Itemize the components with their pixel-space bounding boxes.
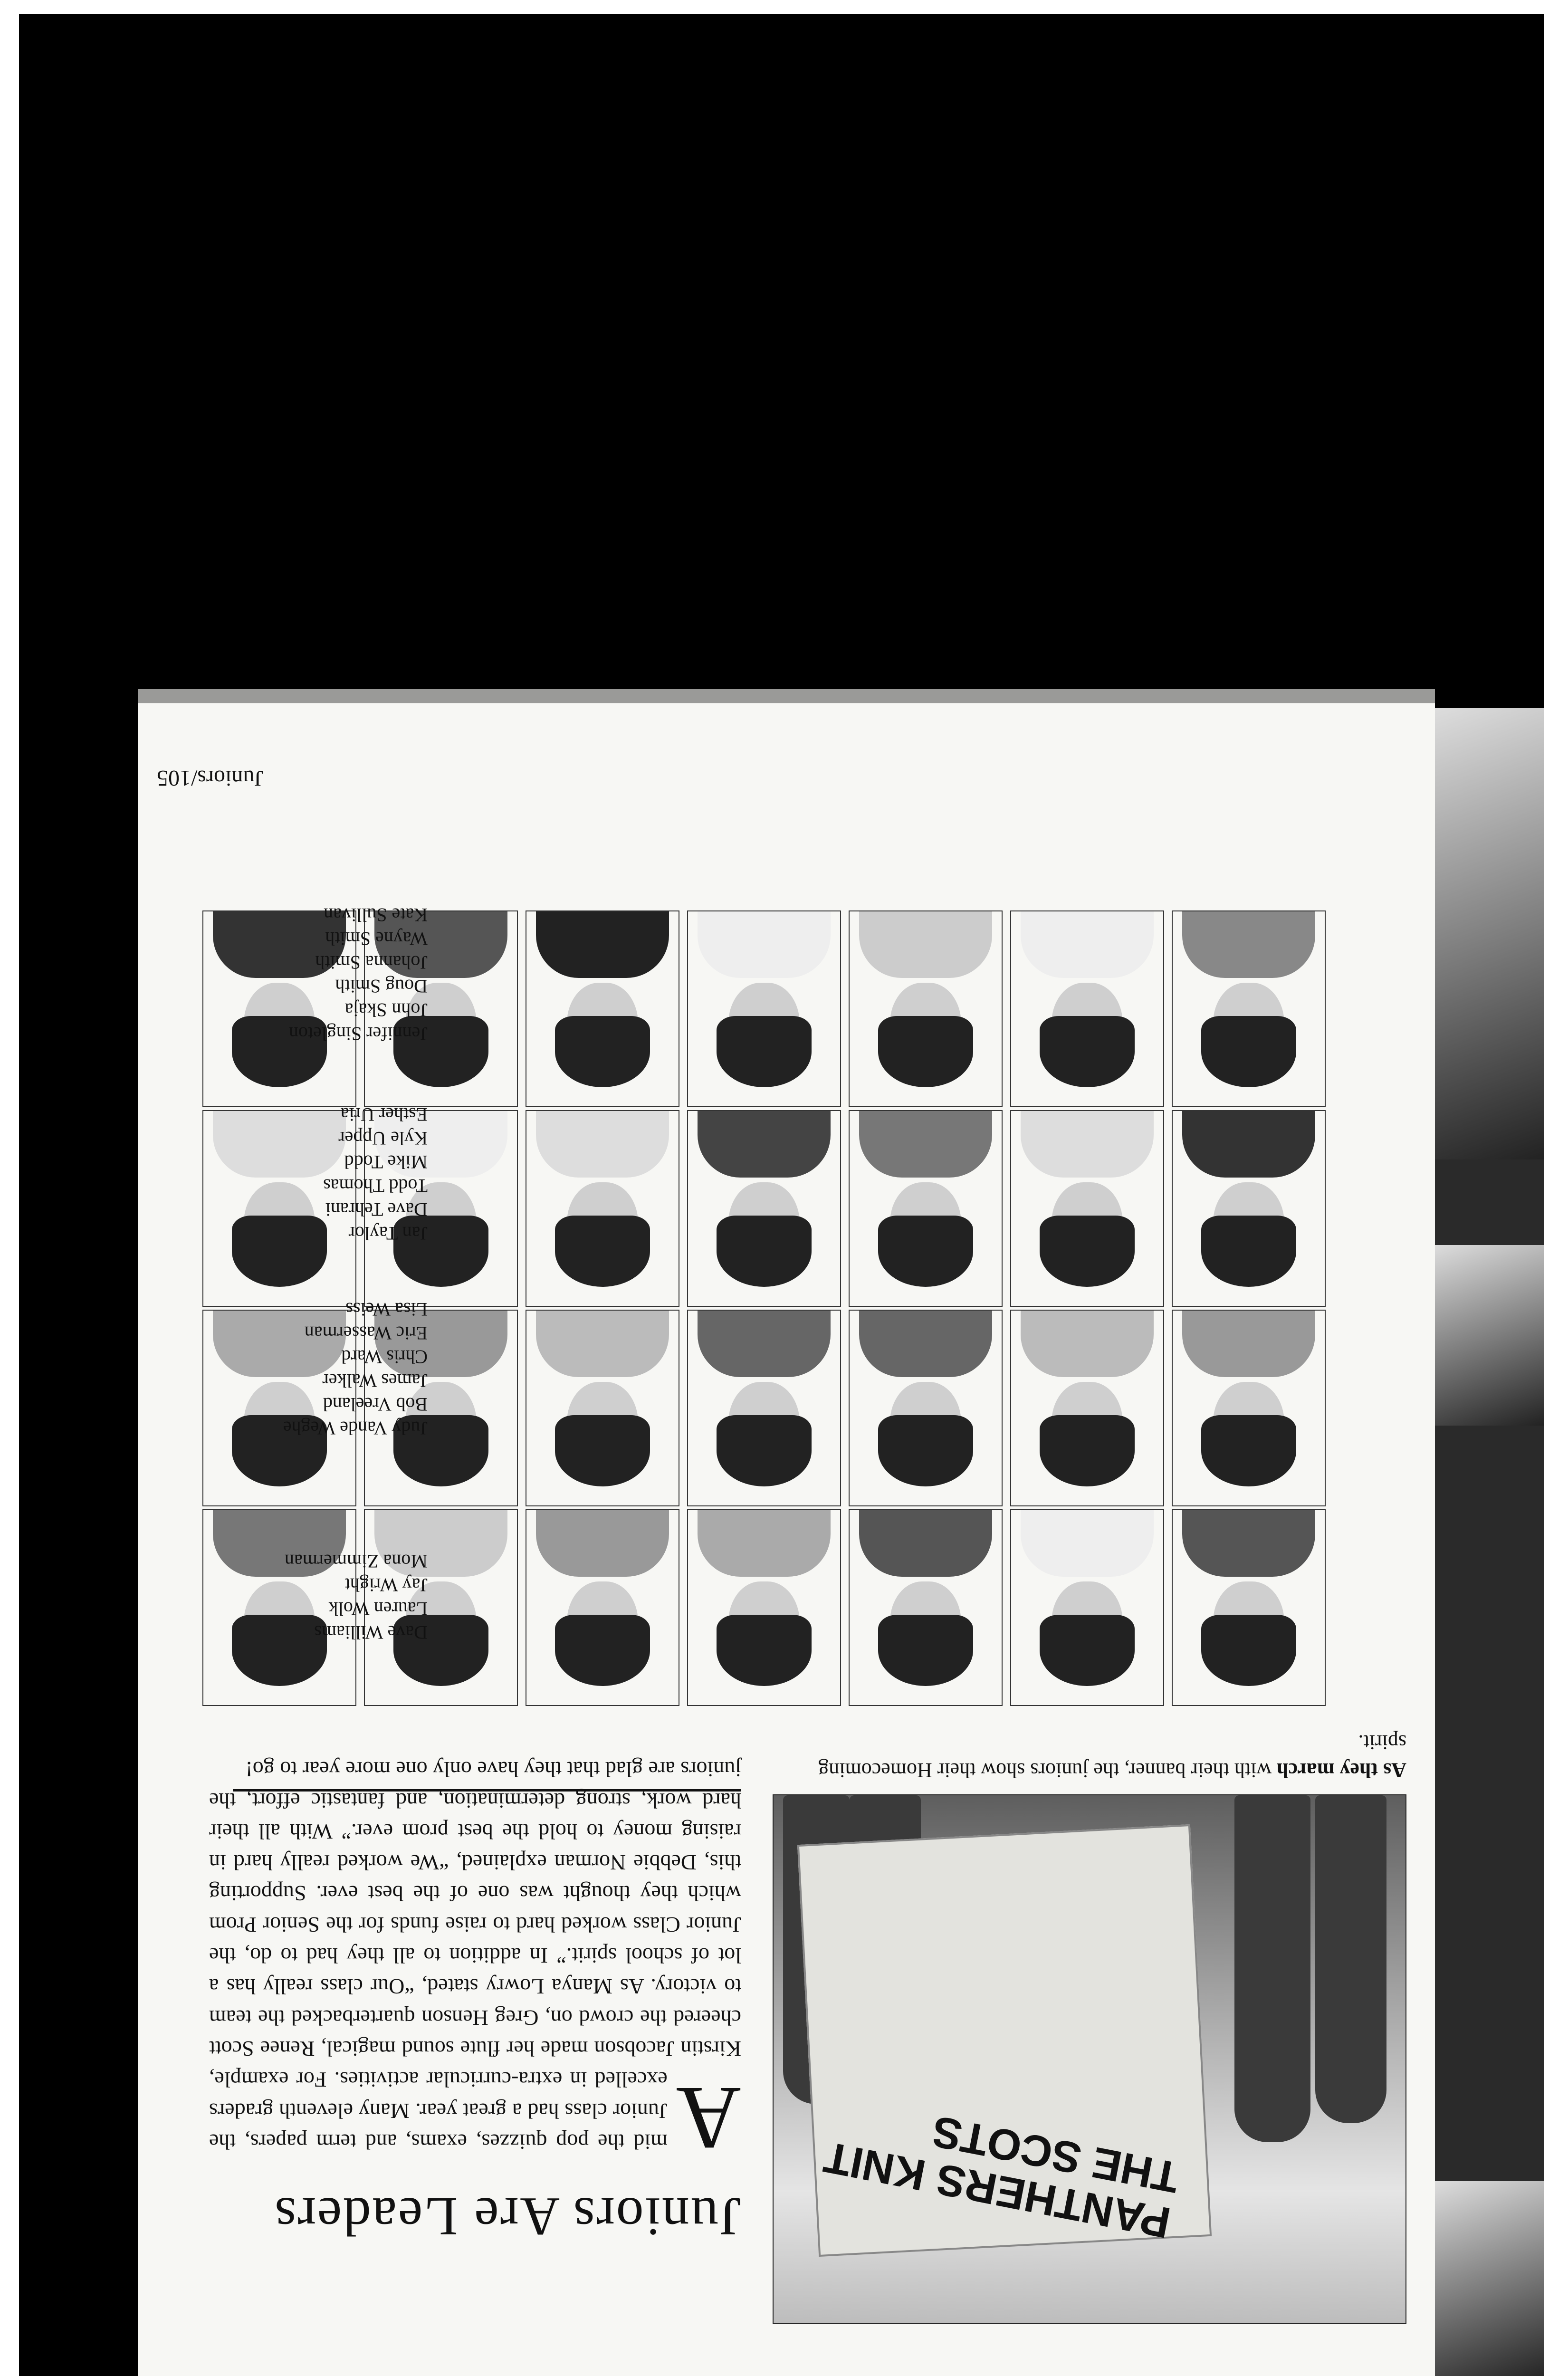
yearbook-spread xyxy=(19,680,1544,2376)
student-figure xyxy=(1234,1795,1310,2142)
roster-names xyxy=(283,1297,428,1440)
student-portrait xyxy=(849,1310,1003,1506)
roster-name: Doug Smith xyxy=(335,976,428,997)
roster-name: Johanna Smith xyxy=(315,952,428,973)
roster-name: Chris Ward xyxy=(341,1346,428,1368)
roster-name: Wayne Smith xyxy=(325,928,428,949)
page-top-edge xyxy=(138,689,1435,703)
caption-text: with their banner, the juniors show their Homecoming spirit. xyxy=(818,1730,1406,1782)
student-portrait xyxy=(1010,1509,1164,1706)
student-portrait xyxy=(687,1509,841,1706)
roster-names xyxy=(289,903,428,1045)
class-banner xyxy=(797,1824,1212,2257)
banner-text: PANTHERS KNIT THE SCOTS xyxy=(820,2107,1183,2247)
student-portrait xyxy=(849,1110,1003,1307)
facing-page-strip xyxy=(1435,708,1544,2376)
drop-cap: A xyxy=(676,2068,741,2168)
student-portrait xyxy=(1010,910,1164,1107)
scan-background xyxy=(19,14,1544,2376)
facing-page-photo xyxy=(1435,2181,1544,2376)
roster-name: Esther Uria xyxy=(340,1104,428,1125)
student-portrait xyxy=(687,1310,841,1506)
roster-name: James Walker xyxy=(322,1370,428,1391)
roster-name: Dave Tehrani xyxy=(325,1199,428,1220)
student-portrait xyxy=(1172,1310,1326,1506)
roster-name: Lisa Weiss xyxy=(345,1299,428,1320)
facing-page-photo xyxy=(1435,708,1544,1159)
student-portrait xyxy=(526,1509,679,1706)
roster-name: Bob Vreeland xyxy=(323,1394,428,1415)
student-portrait xyxy=(526,910,679,1107)
roster-name: Eric Wasserman xyxy=(304,1322,428,1344)
roster-name: Kate Sullivan xyxy=(324,904,428,926)
student-portrait xyxy=(849,910,1003,1107)
page-folio: Juniors/105 xyxy=(157,766,264,791)
student-portrait xyxy=(1010,1110,1164,1307)
roster-name: Jay Wright xyxy=(344,1574,428,1596)
roster-name: Lauren Wolk xyxy=(328,1598,428,1619)
caption-lead: As they march xyxy=(1277,1759,1406,1782)
roster-name: Dave Williams xyxy=(314,1622,428,1643)
photo-caption xyxy=(774,1728,1406,1784)
student-portrait xyxy=(687,1110,841,1307)
student-portrait xyxy=(1172,1509,1326,1706)
roster-name: Jennifer Singleton xyxy=(288,1023,428,1044)
student-portrait xyxy=(687,910,841,1107)
student-portrait xyxy=(1172,1110,1326,1307)
article-body-text: mid the pop quizzes, exams, and term papers, the Junior class had a great year. Many eleventh graders excelled in extra-curricular activities. For example, Kirstin Jacobson made her flute sound magical, Renee Scott cheered the crowd on, Greg Henson quarterbacked the team to victory. As Manya Lowry stated, “Our class really has a lot of school spirit.” In addition to all they had to do, the Junior Class worked hard to raise funds for the Senior Prom which they thought was one of the best ever. Supporting this, Debbie Norman explained, “We worked really hard in raising money to hold the best prom ever.” With all their hard work, strong determination, and fantastic effort, the juniors are glad that they have only one more year to go! xyxy=(209,1757,741,2154)
roster-name: John Skaja xyxy=(344,999,428,1021)
roster-names xyxy=(323,1102,428,1245)
article-body xyxy=(209,1754,741,2168)
roster-name: Kyle Upper xyxy=(338,1128,428,1149)
student-portrait xyxy=(1172,910,1326,1107)
roster-name: Jan Taylor xyxy=(348,1223,428,1244)
roster-names xyxy=(285,1549,428,1644)
article-title: Juniors Are Leaders xyxy=(273,2186,741,2247)
student-portrait xyxy=(1010,1310,1164,1506)
roster-name: Judy Vande Weghe xyxy=(283,1418,428,1439)
roster-name: Mike Todd xyxy=(344,1151,428,1173)
student-portrait xyxy=(526,1310,679,1506)
roster-name: Todd Thomas xyxy=(323,1175,428,1197)
student-portrait xyxy=(849,1509,1003,1706)
yearbook-page xyxy=(138,703,1435,2376)
student-figure xyxy=(1315,1795,1386,2123)
homecoming-photo xyxy=(773,1794,1406,2324)
facing-page-photo xyxy=(1435,1245,1544,1426)
roster-name: Mona Zimmerman xyxy=(284,1551,428,1572)
rotated-page-content xyxy=(138,703,1435,2376)
student-portrait xyxy=(526,1110,679,1307)
